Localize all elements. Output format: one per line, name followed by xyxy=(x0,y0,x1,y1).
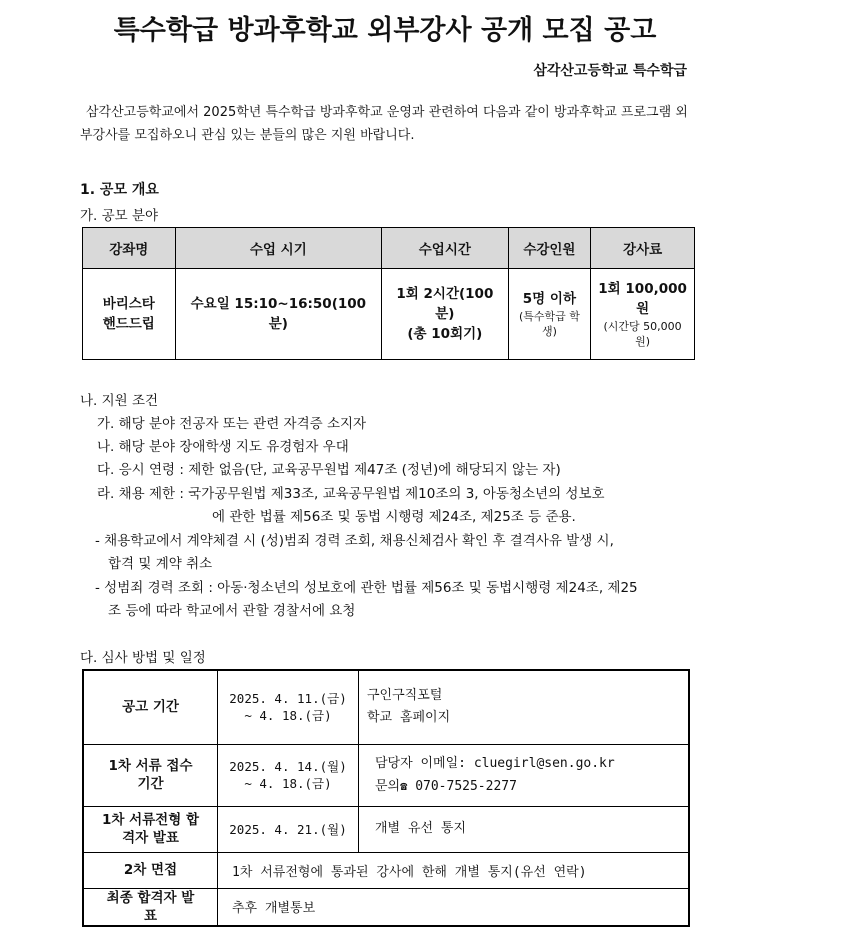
cell-class-period xyxy=(175,269,382,360)
hours-line-3: (총 10회기) xyxy=(407,326,483,342)
fee-line-4: 원) xyxy=(635,335,651,348)
table-row xyxy=(83,888,689,926)
cell-class-hours xyxy=(382,269,508,360)
course-line-2: 핸드드립 xyxy=(102,316,155,332)
schedule-label xyxy=(83,806,218,852)
table-row xyxy=(83,744,689,806)
organization-name: 삼각산고등학교 특수학급 xyxy=(533,63,687,79)
contact-email: 담당자 이메일: cluegirl@sen.go.kr xyxy=(375,755,615,771)
fee-line-3: (시간당 50,000 xyxy=(603,320,682,333)
header-capacity: 수강인원 xyxy=(508,228,591,269)
schedule-label xyxy=(83,744,218,806)
subheading-conditions: 나. 지원 조건 xyxy=(80,393,159,409)
condition-item: 다. 응시 연령 : 제한 없음(단, 교육공무원법 제47조 (정년)에 해당되지 않는 자) xyxy=(97,462,561,478)
fee-line-1: 1회 100,000 xyxy=(598,281,687,297)
header-class-hours: 수업시간 xyxy=(382,228,508,269)
capacity-line-1: 5명 이하 xyxy=(522,291,576,307)
header-class-period: 수업 시기 xyxy=(175,228,382,269)
table-row xyxy=(83,806,689,852)
schedule-description: 1차 서류전형에 통과된 강사에 한해 개별 통지(유선 연락) xyxy=(218,852,690,888)
desc-line-1: 구인구직포털 xyxy=(367,688,443,704)
schedule-description: 추후 개별통보 xyxy=(218,888,690,926)
contact-phone-number: 070-7525-2277 xyxy=(415,778,517,794)
date-line-1: 2025. 4. 11.(금) xyxy=(229,691,347,707)
condition-item-continued: 에 관한 법률 제56조 및 동법 시행령 제24조, 제25조 등 준용. xyxy=(212,509,576,525)
intro-paragraph: 삼각산고등학교에서 2025학년 특수학급 방과후학교 운영과 관련하여 다음과 같이 방과후학교 프로그램 외부강사를 모집하오니 관심 있는 분들의 많은 지원 바랍니다. xyxy=(80,105,688,143)
course-table-header xyxy=(83,228,695,269)
capacity-line-3: 생) xyxy=(541,325,557,338)
condition-item: 라. 채용 제한 : 국가공무원법 제33조, 교육공무원법 제10조의 3, 아동청소년의 성보호 xyxy=(97,486,605,502)
date-line-1: 2025. 4. 14.(월) xyxy=(229,759,347,774)
hours-line-2: 분) xyxy=(435,306,455,322)
schedule-description xyxy=(359,744,690,806)
header-course-name: 강좌명 xyxy=(83,228,176,269)
label-line-1: 최종 합격자 발 xyxy=(106,889,195,906)
condition-note: - 채용학교에서 계약체결 시 (성)범죄 경력 조회, 채용신체검사 확인 후 결격사유 발생 시, xyxy=(95,533,614,549)
contact-phone xyxy=(375,775,688,798)
schedule-date: 2025. 4. 21.(월) xyxy=(218,806,359,852)
schedule-description: 개별 유선 통지 xyxy=(359,806,690,852)
course-line-1: 바리스타 xyxy=(102,296,155,312)
header-fee: 강사료 xyxy=(591,228,695,269)
condition-note-continued: 합격 및 계약 취소 xyxy=(108,556,213,572)
period-line-1: 수요일 15:10~16:50(100 xyxy=(190,296,367,312)
section-heading-overview: 1. 공모 개요 xyxy=(80,182,159,198)
fee-line-2: 원 xyxy=(636,301,650,317)
desc-line-2: 학교 홈페이지 xyxy=(367,710,451,726)
condition-note: - 성범죄 경력 조회 : 아동·청소년의 성보호에 관한 법률 제56조 및 동법시행령 제24조, 제25 xyxy=(95,580,638,596)
contact-phone-label: 문의 xyxy=(375,778,401,794)
date-line-2: ~ 4. 18.(금) xyxy=(244,776,332,791)
phone-icon: ☎ xyxy=(400,778,408,793)
schedule-label: 공고 기간 xyxy=(83,670,218,744)
cell-capacity xyxy=(508,269,591,360)
subheading-field: 가. 공모 분야 xyxy=(80,208,159,224)
label-line-1: 1차 서류 접수 xyxy=(108,758,193,774)
schedule-date xyxy=(218,744,359,806)
schedule-label: 2차 면접 xyxy=(83,852,218,888)
hours-line-1: 1회 2시간(100 xyxy=(396,286,494,302)
condition-item: 나. 해당 분야 장애학생 지도 유경험자 우대 xyxy=(97,439,349,455)
period-line-2: 분) xyxy=(268,316,288,332)
label-line-2: 격자 발표 xyxy=(122,830,179,846)
capacity-line-2: (특수학급 학 xyxy=(518,310,580,323)
label-line-1: 1차 서류전형 합 xyxy=(101,812,200,828)
page-title: 특수학급 방과후학교 외부강사 공개 모집 공고 xyxy=(113,15,657,46)
table-row xyxy=(83,852,689,888)
condition-item: 가. 해당 분야 전공자 또는 관련 자격증 소지자 xyxy=(97,416,367,432)
table-row xyxy=(83,269,695,360)
schedule-label xyxy=(83,888,218,926)
cell-course-name xyxy=(83,269,176,360)
cell-fee xyxy=(591,269,695,360)
date-line-2: ~ 4. 18.(금) xyxy=(244,708,332,724)
label-line-2: 기간 xyxy=(137,776,164,792)
subheading-schedule: 다. 심사 방법 및 일정 xyxy=(80,650,206,666)
schedule-date xyxy=(218,670,359,744)
label-line-2: 표 xyxy=(143,907,158,924)
table-row xyxy=(83,670,689,744)
schedule-description xyxy=(359,670,690,744)
condition-note-continued: 조 등에 따라 학교에서 관할 경찰서에 요청 xyxy=(108,603,356,619)
schedule-table xyxy=(82,669,690,927)
course-table xyxy=(82,227,695,360)
